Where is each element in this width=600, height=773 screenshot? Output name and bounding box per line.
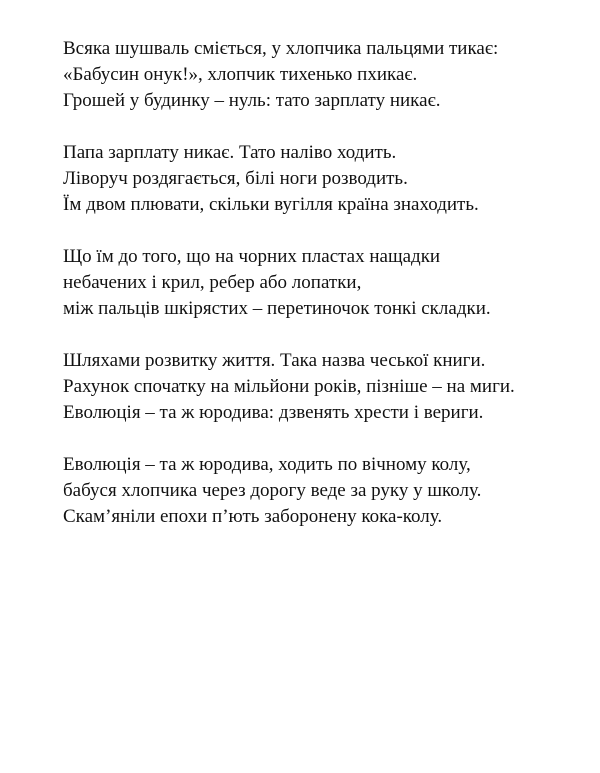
poem-line: між пальців шкірястих – перетиночок тонкі складки. xyxy=(63,298,491,319)
poem-line: Скам’яніли епохи п’ють заборонену кока-колу. xyxy=(63,506,443,527)
poem-line: Їм двом плювати, скільки вугілля країна знаходить. xyxy=(63,194,479,215)
poem-page xyxy=(63,36,583,556)
stanza-2 xyxy=(63,140,583,218)
poem-line: Що їм до того, що на чорних пластах нащадки xyxy=(63,246,441,267)
poem-line: Всяка шушваль сміється, у хлопчика пальцями тикає: xyxy=(63,38,499,59)
poem-line: Папа зарплату никає. Тато наліво ходить. xyxy=(63,142,397,163)
poem-line: Рахунок спочатку на мільйони років, пізніше – на миги. xyxy=(63,376,515,397)
poem-line: Грошей у будинку – нуль: тато зарплату никає. xyxy=(63,90,441,111)
stanza-5 xyxy=(63,452,583,530)
poem-line: Шляхами розвитку життя. Така назва чеської книги. xyxy=(63,350,486,371)
poem-line: Ліворуч роздягається, білі ноги розводить. xyxy=(63,168,408,189)
poem-line: Еволюція – та ж юродива, ходить по вічному колу, xyxy=(63,454,471,475)
poem-line: небачених і крил, ребер або лопатки, xyxy=(63,272,362,293)
poem-line: «Бабусин онук!», хлопчик тихенько пхикає. xyxy=(63,64,418,85)
poem-line: Еволюція – та ж юродива: дзвенять хрести і вериги. xyxy=(63,402,484,423)
stanza-3 xyxy=(63,244,583,322)
stanza-4 xyxy=(63,348,583,426)
poem-line: бабуся хлопчика через дорогу веде за руку у школу. xyxy=(63,480,482,501)
stanza-1 xyxy=(63,36,583,114)
